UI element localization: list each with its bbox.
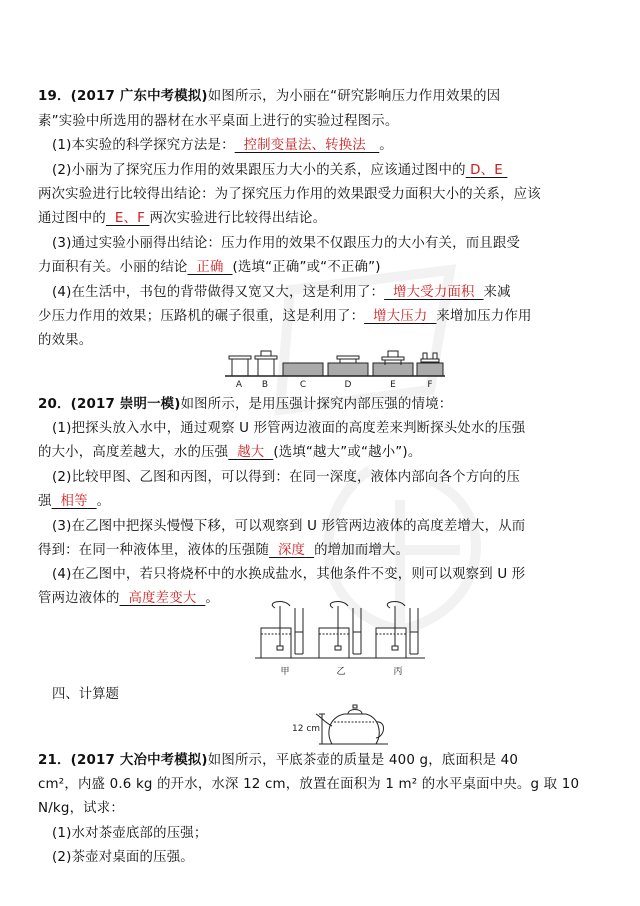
q19-sub2-line1 (52, 162, 507, 180)
q19-sub3-pre: 力面积有关。小丽的结论 (38, 260, 188, 275)
fig20-label-3: 丙 (393, 667, 403, 677)
q19-sub2-line3 (38, 210, 326, 228)
q19-sub1-end: 。 (379, 138, 393, 153)
fig19-label-E: E (390, 380, 396, 390)
fig19-label-C: C (299, 380, 307, 390)
fig19-label-D: D (344, 380, 352, 390)
q20-sub2-answer: 相等 (60, 494, 88, 509)
q19-sub3-answer: 正确 (196, 260, 224, 275)
q19-sub4-answer-1: 增大受力面积 (393, 285, 475, 300)
fig20-label-2: 乙 (336, 667, 346, 677)
q20-sub3-answer: 深度 (277, 543, 306, 558)
fig19-label-B: B (261, 380, 269, 390)
q21-line-1: 21．(2017 大冶中考模拟)如图所示，平底茶壶的质量是 400 g，底面积是 40 (38, 753, 519, 768)
q19-sub4-line3: 的效果。 (38, 333, 93, 348)
q20-sub1-pre: 的大小，高度差越大，水的压强 (38, 445, 229, 460)
q19-sub4-answer-2: 增大压力 (373, 309, 428, 324)
q19-sub2-line3-pre: 通过图中的 (38, 211, 106, 226)
manometer-figure (255, 598, 425, 680)
sponge-experiment-figure (225, 350, 445, 390)
q20-sub1-answer: 越大 (237, 445, 265, 460)
q19-sub4-line2 (38, 308, 532, 326)
q19-line-1: 19．(2017 广东中考模拟)如图所示，为小丽在“研究影响压力作用效果的因 (38, 89, 501, 104)
q20-sub4-line2 (38, 590, 219, 608)
q21-source: (2017 大冶中考模拟) (70, 753, 208, 768)
q19-sub2-line2: 两次实验进行比较得出结论：为了探究压力作用的效果跟受力面积大小的关系，应该 (38, 187, 541, 202)
q21-sub1: (1)水对茶壶底部的压强； (52, 826, 208, 841)
q19-source: (2017 广东中考模拟) (70, 89, 208, 104)
q21-number: 21 (38, 753, 58, 768)
q20-sub2-post: 。 (96, 494, 111, 509)
q20-sub4-pre: 管两边液体的 (38, 591, 120, 606)
q20-sub3-line1: (3)在乙图中把探头慢慢下移，可以观察到 U 形管两边液体的高度差增大，从而 (52, 519, 526, 534)
q20-sub1-post: (选填“越大”或“越小”)。 (273, 445, 422, 460)
q20-sub4-post: 。 (205, 591, 219, 606)
q19-sub4-line2-post: 来增加压力作用 (436, 309, 532, 324)
q19-number: 19 (38, 89, 58, 104)
q20-line-1: 20．(2017 崇明一模)如图所示，是用压强计探究内部压强的情境： (38, 397, 453, 412)
q20-text-1: 如图所示，是用压强计探究内部压强的情境： (180, 397, 453, 412)
teapot-figure (292, 700, 392, 748)
q19-sub3-post: (选填“正确”或“不正确”) (232, 260, 381, 275)
q19-sub4-pre: (4)在生活中，书包的背带做得又宽又大，这是利用了： (52, 285, 385, 300)
q20-sub2-pre: 强 (38, 494, 52, 509)
q19-sub1 (52, 137, 393, 155)
q19-sub4-line2-pre: 少压力作用的效果；压路机的碾子很重，这是利用了： (38, 309, 365, 324)
q19-sub3-line2 (38, 259, 381, 277)
q20-sub3-pre: 得到：在同一种液体里，液体的压强随 (38, 543, 270, 558)
teapot-height-label: 12 cm (292, 724, 321, 734)
q20-sub4-line1: (4)在乙图中，若只将烧杯中的水换成盐水，其他条件不变，则可以观察到 U 形 (52, 567, 526, 582)
fig20-label-1: 甲 (280, 667, 290, 677)
q20-sub1-line1: (1)把探头放入水中，通过观察 U 形管两边液面的高度差来判断探头处水的压强 (52, 421, 526, 436)
q20-sub3-post: 的增加而增大。 (314, 543, 410, 558)
q20-sub4-answer: 高度差变大 (128, 591, 197, 606)
q21-sub2: (2)茶壶对桌面的压强。 (52, 850, 194, 865)
q20-sub3-line2 (38, 542, 409, 560)
q19-sub2-answer-1: D、E (470, 163, 503, 178)
fig19-label-A: A (235, 380, 243, 390)
q21-text-2: cm²，内盛 0.6 kg 的开水，水深 12 cm，放置在面积为 1 m² 的水平桌面中央。g 取 10 (38, 777, 580, 792)
q20-sub1-line2 (38, 444, 421, 462)
q21-text-1: 如图所示，平底茶壶的质量是 400 g，底面积是 40 (207, 753, 519, 768)
q20-sub2-line2 (38, 493, 110, 511)
q19-text-1: 如图所示，为小丽在“研究影响压力作用效果的因 (207, 89, 501, 104)
q19-sub1-answer: 控制变量法、转换法 (243, 138, 366, 153)
q19-sub4-post: 来减 (483, 285, 511, 300)
q19-sub2-answer-2: E、F (114, 211, 146, 226)
q19-sub3-line1: (3)通过实验小丽得出结论：压力作用的效果不仅跟压力的大小有关，而且跟受 (52, 236, 521, 251)
q19-sub2-text: (2)小丽为了探究压力作用的效果跟压力大小的关系，应该通过图中的 (52, 163, 466, 178)
q19-sub2-line3-post: 两次实验进行比较得出结论。 (149, 211, 327, 226)
q20-source: (2017 崇明一模) (70, 397, 181, 412)
q21-text-3: N/kg，试求： (38, 801, 124, 816)
fig19-label-F: F (427, 380, 433, 390)
q20-sub2-line1: (2)比较甲图、乙图和丙图，可以得到：在同一深度，液体内部向各个方向的压 (52, 470, 521, 485)
q20-number: 20 (38, 397, 58, 412)
section-title: 四、计算题 (52, 687, 119, 702)
q19-text-2: 素”实验中所选用的器材在水平桌面上进行的实验过程图示。 (38, 114, 399, 129)
q19-sub1-text: (1)本实验的科学探究方法是： (52, 138, 235, 153)
q19-sub4-line1 (52, 284, 511, 302)
